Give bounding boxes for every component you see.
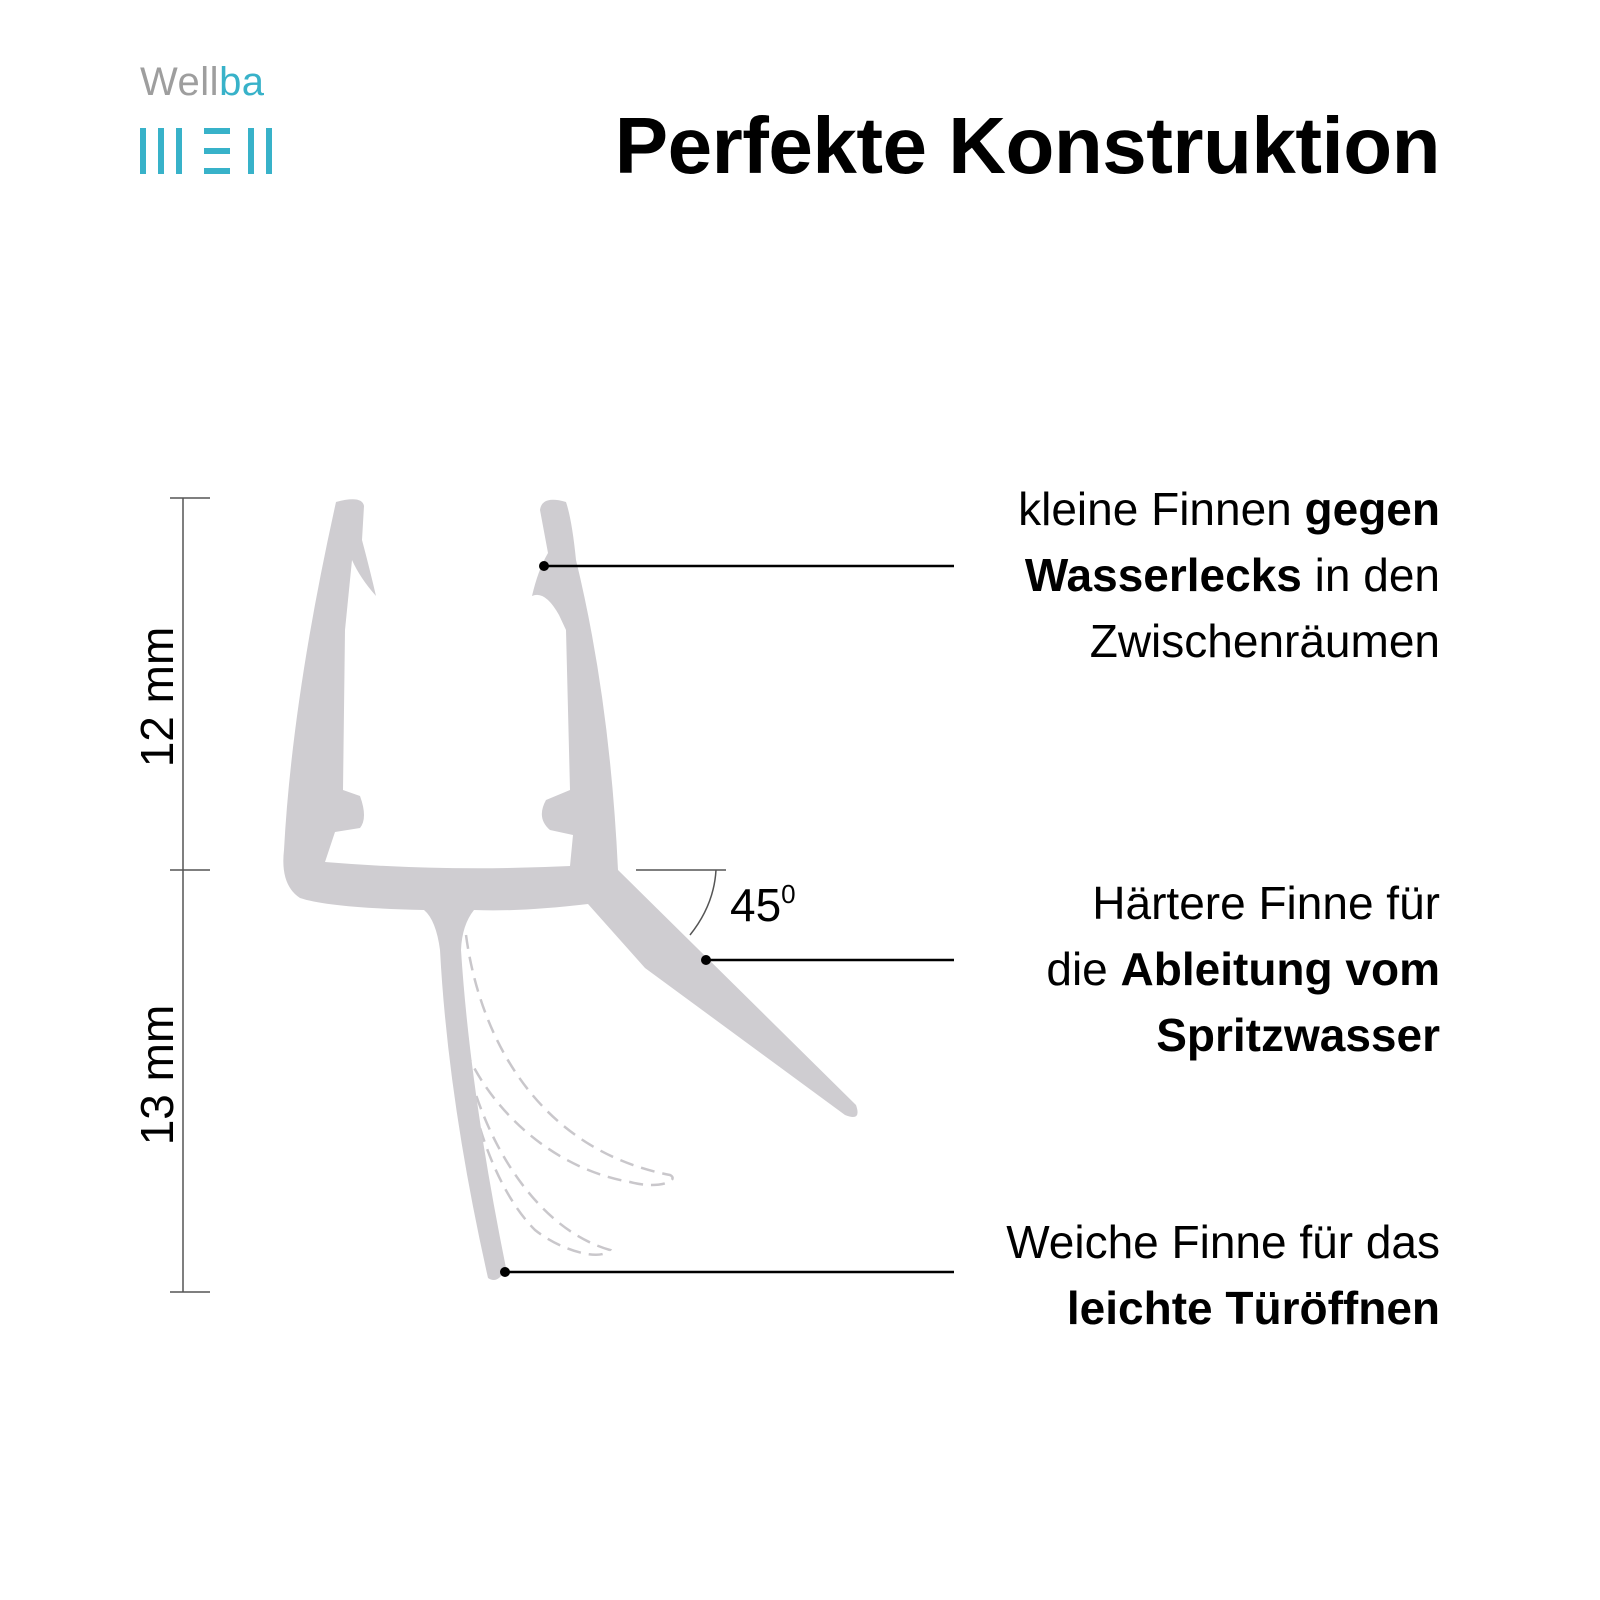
angle-label [730,878,796,932]
callout-line [1046,1002,1440,1068]
callout-line [1046,936,1440,1002]
callout-line [1006,1275,1440,1341]
angle-unit: 0 [781,879,796,909]
dimension-label-upper: 12 mm [131,626,183,768]
callout-soft-fin [1006,1209,1440,1341]
angle-value: 45 [730,879,782,931]
callout-line [1046,870,1440,936]
callout-small-fins [1018,476,1440,674]
callout-text-bold: Wasserlecks [1024,549,1302,601]
callout-text: die [1046,943,1121,995]
callout-text-bold: gegen [1304,483,1440,535]
callout-text-bold: leichte Türöffnen [1066,1282,1440,1334]
callout-line [1006,1209,1440,1275]
callout-line [1018,542,1440,608]
soft-fin-deflection-outline [466,935,673,1255]
callout-line [1018,608,1440,674]
page-title: Perfekte Konstruktion [614,101,1440,190]
callout-text: kleine Finnen [1018,483,1305,535]
callout-text: in den [1301,549,1440,601]
callout-text: Härtere Finne für [1092,877,1440,929]
dimension-label-lower: 13 mm [131,1004,183,1146]
callout-text-bold: Ableitung vom [1120,943,1440,995]
callout-line [1018,476,1440,542]
callout-hard-fin [1046,870,1440,1068]
dimension-lines [170,498,210,1292]
callout-text-bold: Spritzwasser [1156,1009,1440,1061]
brand-name-part1: Well [140,60,220,104]
brand-name-part2: ba [219,60,265,104]
callout-text: Weiche Finne für das [1006,1216,1440,1268]
callout-text: Zwischenräumen [1089,615,1440,667]
